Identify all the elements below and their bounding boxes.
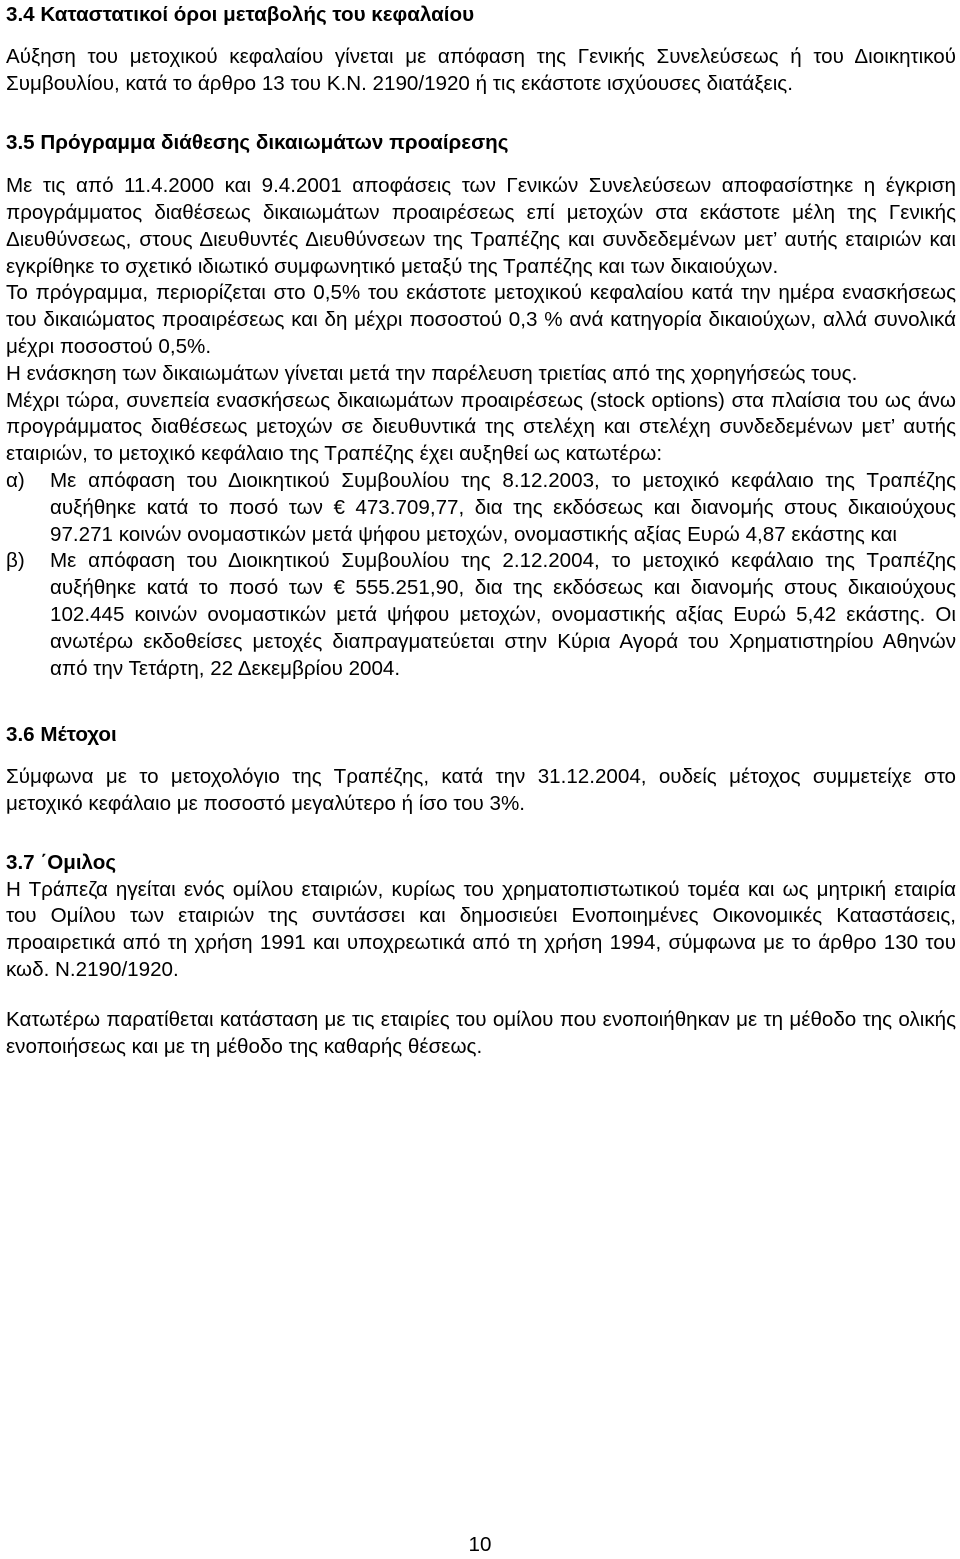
- list-text: Με απόφαση του Διοικητικού Συμβουλίου της 2.12.2004, το μετοχικό κεφάλαιο της Τραπέζης αυξήθηκε κατά το ποσό των € 555.251,90, δια της εκδόσεως και διανομής στους δικαιούχους 102.445 κοινών ονομαστικών μετά ψήφου μετοχών, ονομαστικής αξίας Ευρώ 5,42 εκάστης. Οι ανωτέρω εκδοθείσες μετοχές διαπραγματεύεται στην Κύρια Αγορά του Χρηματιστηρίου Αθηνών από την Τετάρτη, 22 Δεκεμβρίου 2004.: [50, 549, 956, 680]
- section-3-5-paragraph-3: Η ενάσκηση των δικαιωμάτων γίνεται μετά την παρέλευση τριετίας από της χορηγήσεώς τους.: [6, 361, 858, 385]
- section-3-7-paragraph-1: Η Τράπεζα ηγείται ενός ομίλου εταιριών, κυρίως του χρηματοπιστωτικού τομέα και ως μητρική εταιρία του Ομίλου των εταιριών της συντάσσει και δημοσιεύει Ενοποιημένες Οικονομικές Καταστάσεις, προαιρετικά από τη χρήση 1991 και υποχρεωτικά από τη χρήση 1994, σύμφωνα με το άρθρο 130 του κωδ. Ν.2190/1920.: [6, 877, 956, 981]
- list-text: Με απόφαση του Διοικητικού Συμβουλίου της 8.12.2003, το μετοχικό κεφάλαιο της Τραπέζης αυξήθηκε κατά το ποσό των € 473.709,77, δια της εκδόσεως και διανομής στους δικαιούχους 97.271 κοινών ονομαστικών μετά ψήφου μετοχών, ονομαστικής αξίας Ευρώ 4,87 εκάστης και: [50, 468, 956, 546]
- section-3-5-heading: 3.5 Πρόγραμμα διάθεσης δικαιωμάτων προαίρεσης: [6, 131, 509, 155]
- section-3-4-paragraph: Αύξηση του μετοχικού κεφαλαίου γίνεται με απόφαση της Γενικής Συνελεύσεως ή του Διοικητικού Συμβουλίου, κατά το άρθρο 13 του Κ.Ν. 2190/1920 ή τις εκάστοτε ισχύουσες διατάξεις.: [6, 44, 956, 95]
- section-3-7-heading: 3.7 ΄Ομιλος: [6, 850, 117, 874]
- list-item-alpha: [6, 468, 956, 548]
- section-3-4-heading: 3.4 Καταστατικοί όροι μεταβολής του κεφαλαίου: [6, 3, 475, 26]
- section-3-5-paragraph-1: Με τις από 11.4.2000 και 9.4.2001 αποφάσεις των Γενικών Συνελεύσεων αποφασίστηκε η έγκριση προγράμματος διαθέσεως δικαιωμάτων προαιρέσεως επί μετοχών στα εκάστοτε μέλη της Γενικής Διευθύνσεως, στους Διευθυντές Διευθύνσεων της Τραπέζης και συνδεδεμένων μετ’ αυτής εταιριών και εγκρίθηκε το σχετικό ιδιωτικό συμφωνητικό μεταξύ της Τραπέζης και των δικαιούχων.: [6, 174, 956, 278]
- document-page: [6, 0, 956, 1060]
- page-number: 10: [468, 1533, 492, 1556]
- section-3-6-paragraph: Σύμφωνα με το μετοχολόγιο της Τραπέζης, κατά την 31.12.2004, ουδείς μέτοχος συμμετείχε στο μετοχικό κεφάλαιο με ποσοστό μεγαλύτερο ή ίσο του 3%.: [6, 765, 956, 815]
- section-3-6-heading: 3.6 Μέτοχοι: [6, 723, 117, 747]
- list-marker: β): [6, 549, 25, 573]
- section-3-7-paragraph-2: Κατωτέρω παρατίθεται κατάσταση με τις εταιρίες του ομίλου που ενοποιήθηκαν με τη μέθοδο της ολικής ενοποιήσεως και με τη μέθοδο της καθαρής θέσεως.: [6, 1007, 956, 1058]
- list-marker: α): [6, 468, 25, 492]
- section-3-5-paragraph-4: Μέχρι τώρα, συνεπεία ενασκήσεως δικαιωμάτων προαιρέσεως (stock options) στα πλαίσια του ως άνω προγράμματος διαθέσεως μετοχών σε διευθυντικά της στελέχη και στελέχη συνδεδεμένων μετ’ αυτής εταιριών, το μετοχικό κεφάλαιο της Τραπέζης έχει αυξηθεί ως κατωτέρω:: [6, 388, 956, 466]
- list-item-beta: [6, 548, 956, 682]
- section-3-5-paragraph-2: Το πρόγραμμα, περιορίζεται στο 0,5% του εκάστοτε μετοχικού κεφαλαίου κατά την ημέρα ενασκήσεως του δικαιώματος προαιρέσεως και δη μέχρι ποσοστού 0,3 % ανά κατηγορία δικαιούχων, αλλά συνολικά μέχρι ποσοστού 0,5%.: [6, 281, 956, 358]
